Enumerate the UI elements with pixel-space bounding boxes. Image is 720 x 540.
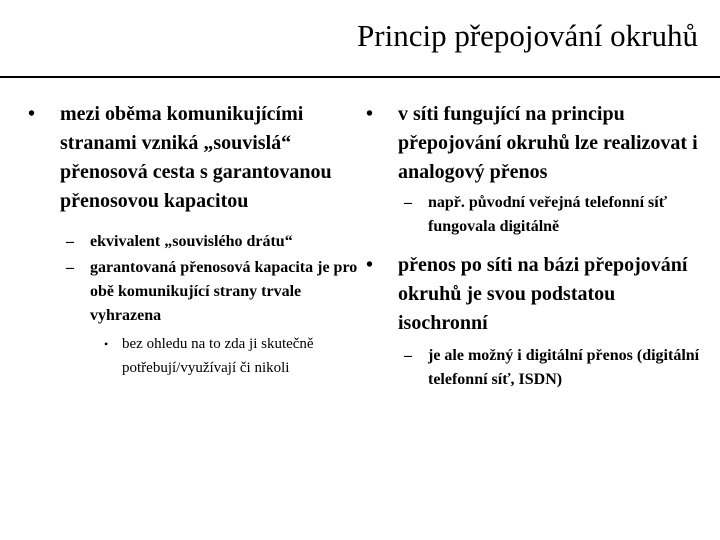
- page-title: Princip přepojování okruhů: [357, 18, 698, 53]
- left-column: [28, 100, 358, 380]
- bullet-text: v síti fungující na principu přepojování okruhů lze realizovat i analogový přenos: [398, 103, 698, 183]
- dash-marker: –: [66, 259, 74, 276]
- title-divider: [0, 76, 720, 78]
- right-column: [366, 100, 706, 392]
- sub-bullet-item: [28, 256, 358, 328]
- sub-bullet-item: [366, 344, 706, 392]
- dash-marker: –: [66, 233, 74, 250]
- bullet-marker: •: [366, 254, 374, 276]
- dash-marker: –: [404, 194, 412, 211]
- bullet-marker: •: [104, 337, 109, 351]
- bullet-marker: •: [28, 103, 36, 125]
- sub-bullet-text: např. původní veřejná telefonní síť fungovala digitálně: [428, 194, 668, 235]
- sub-sub-bullet-text: bez ohledu na to zda ji skutečně potřebují/využívají či nikoli: [122, 336, 314, 376]
- bullet-item: [28, 100, 358, 216]
- bullet-item: [366, 251, 706, 338]
- sub-bullet-text: garantovaná přenosová kapacita je pro obě komunikující strany trvale vyhrazena: [90, 259, 358, 324]
- sub-bullet-item: [366, 191, 706, 239]
- bullet-text: přenos po síti na bázi přepojování okruhů je svou podstatou isochronní: [398, 254, 688, 334]
- bullet-item: [366, 100, 706, 187]
- sub-sub-bullet-item: [28, 332, 358, 380]
- sub-bullet-item: [28, 230, 358, 254]
- sub-bullet-text: je ale možný i digitální přenos (digitální telefonní síť, ISDN): [428, 347, 700, 388]
- bullet-marker: •: [366, 103, 374, 125]
- sub-bullet-text: ekvivalent „souvislého drátu“: [90, 233, 293, 250]
- bullet-text: mezi oběma komunikujícími stranami vzniká „souvislá“ přenosová cesta s garantovanou přenosovou kapacitou: [60, 103, 332, 212]
- dash-marker: –: [404, 347, 412, 364]
